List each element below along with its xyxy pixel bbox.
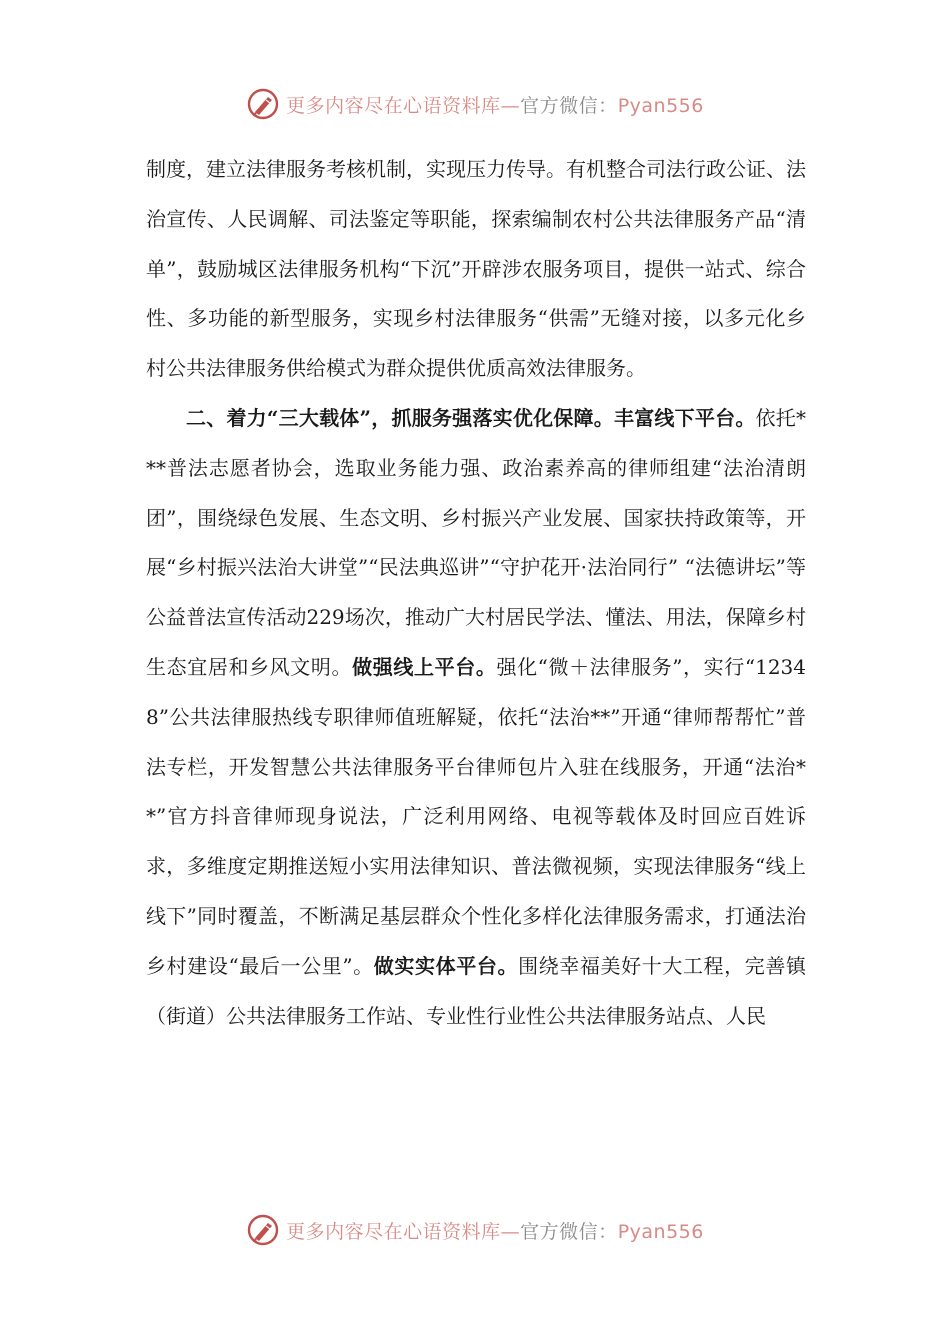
watermark-label: 官方微信： bbox=[520, 94, 618, 117]
watermark-wechat-id: Pyan556 bbox=[617, 94, 704, 117]
watermark-dash: — bbox=[500, 1220, 521, 1243]
section-heading: 二、着力“三大载体”，抓服务强落实优化保障。 bbox=[186, 405, 614, 430]
watermark-dash: — bbox=[500, 94, 521, 117]
subheading-offline-platform: 丰富线下平台。 bbox=[613, 405, 756, 430]
watermark-label: 官方微信： bbox=[520, 1220, 618, 1243]
watermark-site: 更多内容尽在心语资料库 bbox=[286, 94, 501, 117]
pen-logo-icon bbox=[246, 1213, 280, 1247]
document-body bbox=[146, 145, 806, 1041]
text-online-platform: 强化“微＋法律服务”，实行“12348”公共法律服热线专职律师值班解疑，依托“法治**”开通“律师帮帮忙”普法专栏，开发智慧公共法律服务平台律师包片入驻在线服务，开通“法治**”官方抖音律师现身说法，广泛利用网络、电视等载体及时回应百姓诉求，多维度定期推送短小实用法律知识、普法微视频，实现法律服务“线上线下”同时覆盖，不断满足基层群众个性化多样化法律服务需求，打通法治乡村建设“最后一公里”。 bbox=[146, 654, 807, 978]
subheading-physical-platform: 做实实体平台。 bbox=[373, 953, 519, 978]
pen-logo-icon bbox=[246, 87, 280, 121]
subheading-online-platform: 做强线上平台。 bbox=[352, 654, 497, 679]
paragraph-2 bbox=[146, 394, 806, 1041]
watermark-site: 更多内容尽在心语资料库 bbox=[286, 1220, 501, 1243]
text-physical-platform: 围绕幸福美好十大工程，完善镇（街道）公共法律服务工作站、专业性行业性公共法律服务站点、人民 bbox=[146, 953, 807, 1028]
watermark-text bbox=[286, 91, 704, 118]
text-offline-platform: 依托***普法志愿者协会，选取业务能力强、政治素养高的律师组建“法治清朗团”，围绕绿色发展、生态文明、乡村振兴产业发展、国家扶持政策等，开展“乡村振兴法治大讲堂”“民法典巡讲”“守护花开·法治同行” “法德讲坛”等公益普法宣传活动229场次，推动广大村居民学法、懂法、用法，保障乡村生态宜居和乡风文明。 bbox=[146, 405, 806, 679]
watermark-text bbox=[286, 1217, 704, 1244]
header-watermark bbox=[0, 84, 950, 124]
paragraph-1: 制度，建立法律服务考核机制，实现压力传导。有机整合司法行政公证、法治宣传、人民调解、司法鉴定等职能，探索编制农村公共法律服务产品“清单”，鼓励城区法律服务机构“下沉”开辟涉农服务项目，提供一站式、综合性、多功能的新型服务，实现乡村法律服务“供需”无缝对接，以多元化乡村公共法律服务供给模式为群众提供优质高效法律服务。 bbox=[146, 157, 806, 381]
watermark-wechat-id: Pyan556 bbox=[617, 1220, 704, 1243]
footer-watermark bbox=[0, 1210, 950, 1250]
